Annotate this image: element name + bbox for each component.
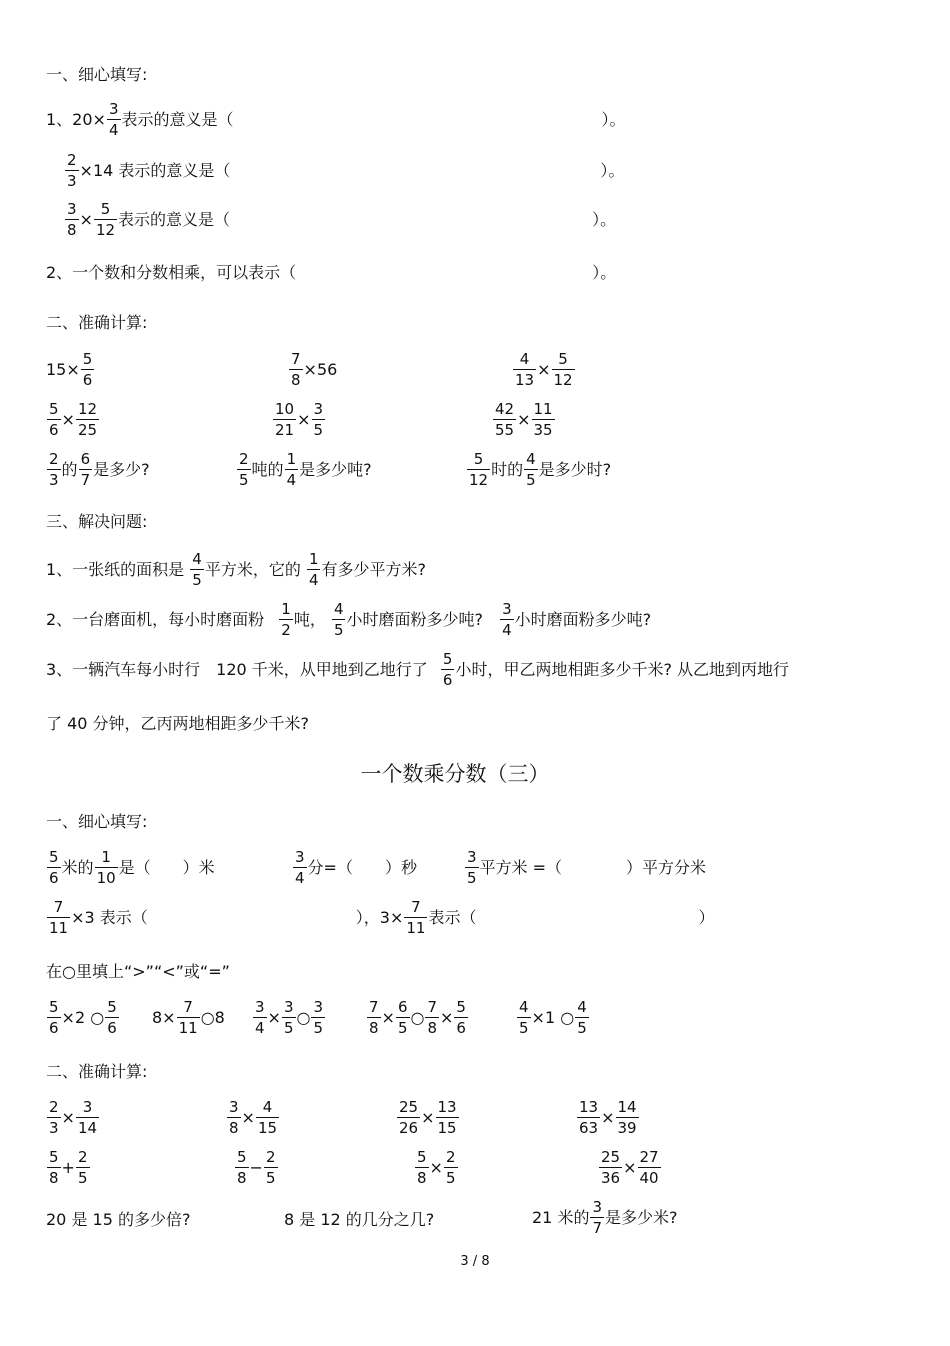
fraction: $\frac{5}{8}$ <box>237 1148 247 1187</box>
calc-item: $\frac{5}{8}$ − $\frac{2}{5}$ <box>237 1148 276 1187</box>
fraction: $\frac{6}{5}$ <box>397 998 408 1037</box>
page-title: 一个数乘分数（三） <box>360 762 550 786</box>
fraction: $\frac{3}{4}$ <box>255 998 265 1037</box>
section-2-heading: 二、准确计算: <box>46 313 148 332</box>
fraction: $\frac{4}{5}$ <box>333 600 344 639</box>
fraction: $\frac{7}{8}$ <box>427 998 438 1037</box>
fraction: $\frac{5}{6}$ <box>49 848 59 887</box>
fraction: $\frac{3}{7}$ <box>592 1198 602 1237</box>
word-calc: $\frac{2}{5}$ 吨的 $\frac{1}{4}$ 是多少吨? <box>239 450 372 489</box>
fraction: $\frac{14}{39}$ <box>617 1098 637 1137</box>
fraction: $\frac{25}{26}$ <box>399 1098 419 1137</box>
fraction: $\frac{7}{8}$ <box>291 350 301 389</box>
fraction: $\frac{5}{6}$ <box>49 998 59 1037</box>
fraction: $\frac{10}{21}$ <box>275 400 295 439</box>
fraction: $\frac{11}{35}$ <box>533 400 553 439</box>
fraction: $\frac{2}{3}$ <box>49 450 59 489</box>
fraction: $\frac{5}{8}$ <box>417 1148 427 1187</box>
fraction: $\frac{4}{5}$ <box>577 998 587 1037</box>
compare-item: $\frac{4}{5}$ ×1 ○ $\frac{4}{5}$ <box>519 998 587 1037</box>
calc-item: $\frac{10}{21}$ × $\frac{3}{5}$ <box>275 400 324 439</box>
word-calc: $\frac{2}{3}$ 的 $\frac{6}{7}$ 是多少? <box>49 450 150 489</box>
calc-item: $\frac{25}{26}$ × $\frac{13}{15}$ <box>399 1098 457 1137</box>
compare-item: 8× $\frac{7}{11}$ ○8 <box>152 998 225 1037</box>
calc-item: $\frac{5}{8}$ × $\frac{2}{5}$ <box>417 1148 456 1187</box>
fraction: $\frac{2}{5}$ <box>265 1148 276 1187</box>
fraction: $\frac{1}{2}$ <box>281 600 291 639</box>
word-question: 20 是 15 的多少倍? <box>46 1210 191 1229</box>
word-calc: $\frac{5}{12}$ 时的 $\frac{4}{5}$ 是多少时? <box>469 450 612 489</box>
fraction: $\frac{5}{6}$ <box>82 350 93 389</box>
fraction: $\frac{5}{8}$ <box>49 1148 59 1187</box>
calc-item: $\frac{4}{13}$ × $\frac{5}{12}$ <box>515 350 573 389</box>
problem-2: 2、一台磨面机，每小时磨面粉 $\frac{1}{2}$ 吨， $\frac{4}{5}$ 小时磨面粉多少吨? $\frac{3}{4}$ 小时磨面粉多少吨? <box>46 600 652 639</box>
fraction: $\frac{12}{25}$ <box>77 400 98 439</box>
fraction: $\frac{1}{4}$ <box>308 550 319 589</box>
fraction: $\frac{3}{8}$ <box>67 200 77 239</box>
calc-item: $\frac{5}{8}$ + $\frac{2}{5}$ <box>49 1148 88 1187</box>
fill-row-1c: $\frac{3}{5}$ 平方米 =（ ）平方分米 <box>467 848 707 887</box>
question-1b: $\frac{2}{3}$ ×14 表示的意义是（ ）。 <box>67 151 625 190</box>
compare-item: $\frac{5}{6}$ ×2 ○ $\frac{5}{6}$ <box>49 998 117 1037</box>
section-1-heading: 一、细心填写: <box>46 65 148 84</box>
calc-item: 15× $\frac{5}{6}$ <box>46 350 93 389</box>
fraction: $\frac{2}{5}$ <box>239 450 249 489</box>
fraction: $\frac{3}{5}$ <box>313 400 324 439</box>
fill-row-2: $\frac{7}{11}$ ×3 表示（ ），3× $\frac{7}{11}$ 表示（ ） <box>49 898 715 937</box>
fraction: $\frac{4}{5}$ <box>519 998 529 1037</box>
fraction: $\frac{3}{4}$ <box>108 100 119 139</box>
problem-1: 1、一张纸的面积是 $\frac{4}{5}$ 平方米，它的 $\frac{1}{4}$ 有多少平方米? <box>46 550 426 589</box>
fraction: $\frac{4}{13}$ <box>515 350 535 389</box>
compare-item: $\frac{3}{4}$ × $\frac{3}{5}$ ○ $\frac{3}{5}$ <box>255 998 324 1037</box>
calc-item: $\frac{2}{3}$ × $\frac{3}{14}$ <box>49 1098 98 1137</box>
fraction: $\frac{3}{4}$ <box>502 600 512 639</box>
fraction: $\frac{7}{11}$ <box>49 898 69 937</box>
fraction: $\frac{4}{5}$ <box>192 550 202 589</box>
fraction: $\frac{13}{63}$ <box>579 1098 599 1137</box>
word-question: 8 是 12 的几分之几? <box>284 1210 435 1229</box>
fill-row-1b: $\frac{3}{4}$ 分=（ ）秒 <box>295 848 417 887</box>
fraction: $\frac{27}{40}$ <box>639 1148 659 1187</box>
fraction: $\frac{7}{11}$ <box>406 898 426 937</box>
fraction: $\frac{6}{7}$ <box>80 450 91 489</box>
fraction: $\frac{5}{6}$ <box>456 998 466 1037</box>
word-question: 21 米的 $\frac{3}{7}$ 是多少米? <box>532 1198 678 1237</box>
problem-3: 3、一辆汽车每小时行 120 千米，从甲地到乙地行了 $\frac{5}{6}$ 小时，甲乙两地相距多少千米? 从乙地到丙地行 <box>46 650 790 689</box>
fill-row-1: $\frac{5}{6}$ 米的 $\frac{1}{10}$ 是（ ）米 <box>49 848 215 887</box>
question-2: 2、一个数和分数相乘，可以表示（ ）。 <box>46 262 617 282</box>
fraction: $\frac{7}{11}$ <box>178 998 198 1037</box>
fraction: $\frac{3}{8}$ <box>229 1098 239 1137</box>
calc-item: $\frac{5}{6}$ × $\frac{12}{25}$ <box>49 400 98 439</box>
calc-item: $\frac{42}{55}$ × $\frac{11}{35}$ <box>495 400 553 439</box>
calc-item: $\frac{7}{8}$ ×56 <box>291 350 338 389</box>
fraction: $\frac{2}{5}$ <box>77 1148 88 1187</box>
section-3-heading: 三、解决问题: <box>46 512 148 531</box>
question-1a: 1、20× $\frac{3}{4}$ 表示的意义是（ ）。 <box>46 100 626 139</box>
fraction: $\frac{7}{8}$ <box>369 998 379 1037</box>
compare-item: $\frac{7}{8}$ × $\frac{6}{5}$ ○ $\frac{7}{8}$ × $\frac{5}{6}$ <box>369 998 466 1037</box>
fraction: $\frac{5}{12}$ <box>469 450 489 489</box>
fraction: $\frac{1}{4}$ <box>286 450 297 489</box>
part2-section-2-heading: 二、准确计算: <box>46 1062 148 1081</box>
fraction: $\frac{2}{3}$ <box>67 151 77 190</box>
fraction: $\frac{5}{6}$ <box>107 998 117 1037</box>
fraction: $\frac{5}{6}$ <box>49 400 59 439</box>
calc-item: $\frac{25}{36}$ × $\frac{27}{40}$ <box>601 1148 659 1187</box>
fraction: $\frac{2}{3}$ <box>49 1098 59 1137</box>
compare-instruction: 在○里填上“>”“<”或“=” <box>46 962 230 981</box>
fraction: $\frac{2}{5}$ <box>445 1148 456 1187</box>
calc-item: $\frac{13}{63}$ × $\frac{14}{39}$ <box>579 1098 637 1137</box>
fraction: $\frac{3}{5}$ <box>467 848 477 887</box>
part2-section-1-heading: 一、细心填写: <box>46 812 148 831</box>
fraction: $\frac{25}{36}$ <box>601 1148 621 1187</box>
problem-3-cont: 了 40 分钟，乙丙两地相距多少千米? <box>46 714 310 733</box>
fraction: $\frac{4}{5}$ <box>526 450 536 489</box>
fraction: $\frac{3}{5}$ <box>283 998 294 1037</box>
fraction: $\frac{5}{12}$ <box>95 200 116 239</box>
fraction: $\frac{5}{12}$ <box>553 350 573 389</box>
fraction: $\frac{42}{55}$ <box>495 400 515 439</box>
calc-item: $\frac{3}{8}$ × $\frac{4}{15}$ <box>229 1098 278 1137</box>
fraction: $\frac{5}{6}$ <box>442 650 453 689</box>
fraction: $\frac{3}{5}$ <box>313 998 324 1037</box>
fraction: $\frac{13}{15}$ <box>437 1098 457 1137</box>
page-number: 3 / 8 <box>460 1254 490 1269</box>
fraction: $\frac{3}{4}$ <box>295 848 305 887</box>
fraction: $\frac{1}{10}$ <box>96 848 116 887</box>
fraction: $\frac{3}{14}$ <box>77 1098 98 1137</box>
fraction: $\frac{4}{15}$ <box>257 1098 278 1137</box>
question-1c: $\frac{3}{8}$ × $\frac{5}{12}$ 表示的意义是（ ）。 <box>67 200 617 239</box>
